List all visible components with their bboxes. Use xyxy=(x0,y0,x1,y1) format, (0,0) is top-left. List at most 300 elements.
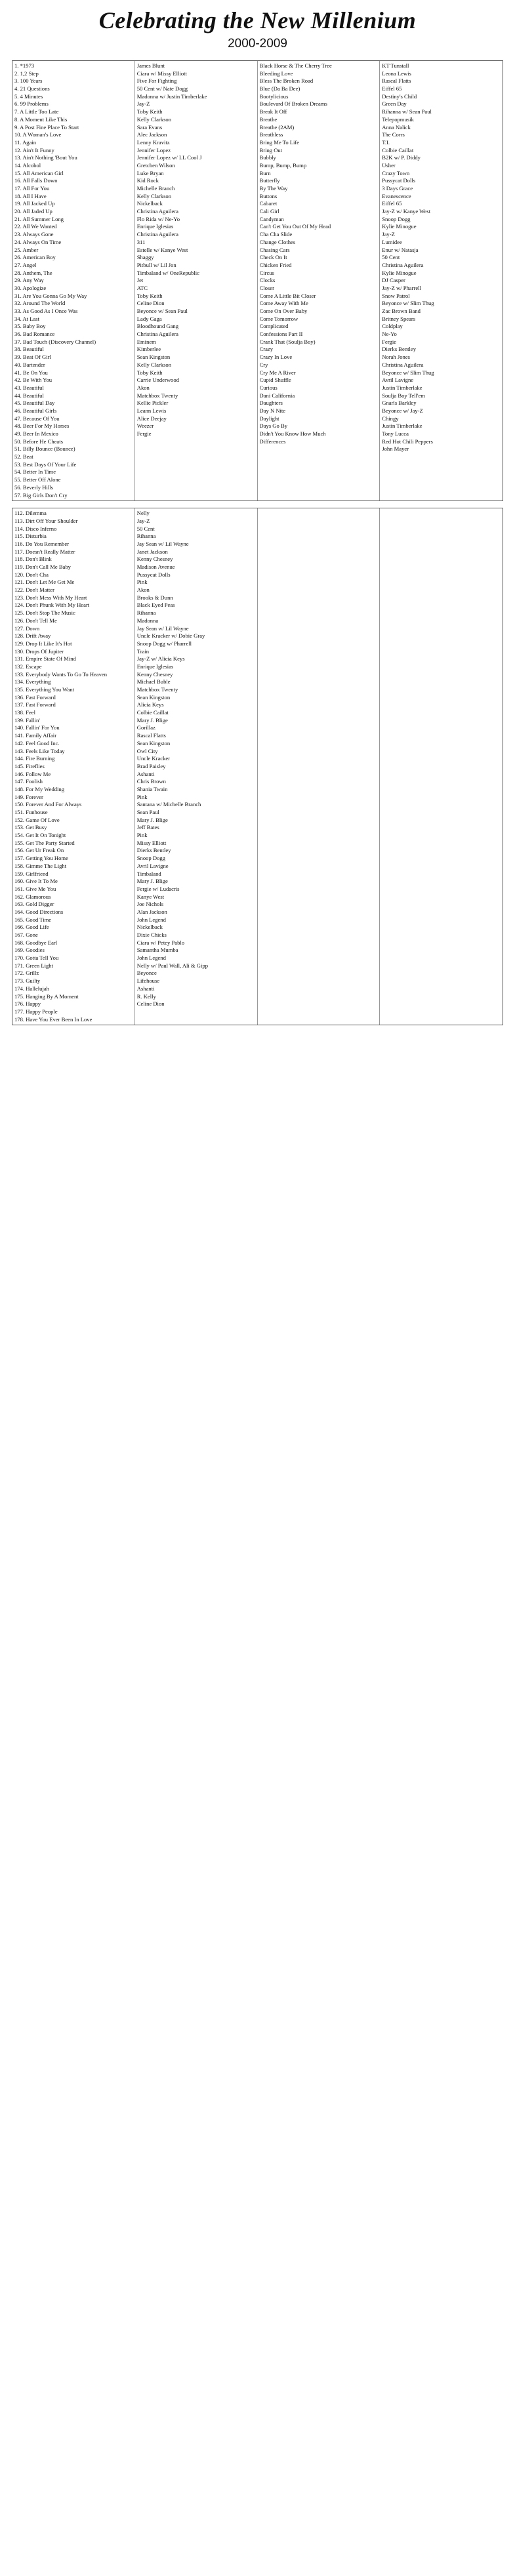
song-entry: 18. All I Have xyxy=(14,192,47,199)
song-entry: 43. Beautiful xyxy=(14,384,44,391)
song-entry: 142. Feel Good Inc. xyxy=(14,739,60,746)
song-entry: 52. Beat xyxy=(14,453,33,460)
song-entry: Jay Sean w/ Lil Wayne xyxy=(136,540,189,547)
song-entry: Kenny Chesney xyxy=(136,670,173,678)
title-block xyxy=(0,0,515,60)
song-entry: 31. Are You Gonna Go My Way xyxy=(14,292,87,299)
song-entry: Alan Jackson xyxy=(136,908,167,915)
song-entry: Avril Lavigne xyxy=(136,862,169,869)
song-entry: Red Hot Chili Peppers xyxy=(382,438,433,445)
song-entry: Enrique Iglesias xyxy=(136,663,174,670)
song-entry: Enur w/ Natasja xyxy=(382,246,419,253)
song-entry: 150. Forever And For Always xyxy=(14,801,82,808)
song-entry: 138. Feel xyxy=(14,709,35,716)
song-entry: DJ Casper xyxy=(382,277,405,284)
song-entry: 114. Disco Inferno xyxy=(14,525,57,532)
song-entry: Michelle Branch xyxy=(136,185,175,192)
song-entry: 131. Empire State Of Mind xyxy=(14,655,76,663)
song-entry: Soulja Boy Tell'em xyxy=(382,392,425,399)
song-entry: Sean Kingston xyxy=(136,739,171,746)
song-entry: Fergie xyxy=(136,430,152,437)
song-column xyxy=(12,508,135,1025)
song-entry: 172. Grillz xyxy=(14,970,39,977)
song-entry: 46. Beautiful Girls xyxy=(14,407,57,414)
song-entry: Bring Me To Life xyxy=(259,138,300,146)
song-entry: Kid Rock xyxy=(136,177,159,184)
song-entry: Cry xyxy=(259,361,268,368)
song-entry: Didn't You Know How Much xyxy=(259,430,326,437)
song-entry: 148. For My Wedding xyxy=(14,785,65,792)
song-entry: Jay-Z xyxy=(382,231,395,238)
song-entry: Norah Jones xyxy=(382,354,410,361)
song-entry: 126. Don't Tell Me xyxy=(14,617,57,624)
song-entry: Bleeding Love xyxy=(259,70,293,77)
song-entry: 113. Dirt Off Your Shoulder xyxy=(14,517,78,524)
song-section-row xyxy=(12,508,503,1025)
song-entry: 8. A Moment Like This xyxy=(14,115,68,123)
song-entry: 112. Dilemma xyxy=(14,510,47,517)
song-entry: Colbie Caillat xyxy=(136,709,169,716)
song-entry: Mary J. Blige xyxy=(136,816,168,823)
song-entry: Nickelback xyxy=(136,200,163,207)
song-entry: Pink xyxy=(136,793,148,800)
song-column xyxy=(12,61,135,501)
song-entry: 153. Get Busy xyxy=(14,824,47,831)
song-entry: Green Day xyxy=(382,100,407,108)
song-entry: Snoop Dogg xyxy=(136,855,165,862)
song-entry: Rihanna xyxy=(136,533,156,540)
song-entry: By The Way xyxy=(259,185,288,192)
song-entry: 170. Gotta Tell You xyxy=(14,954,59,962)
song-entry: Blue (Da Ba Dee) xyxy=(259,85,300,92)
song-entry: 161. Give Me You xyxy=(14,885,56,892)
song-entry: 175. Hanging By A Moment xyxy=(14,992,79,1000)
song-entry: 160. Give It To Me xyxy=(14,878,58,885)
song-entry: Boulevard Of Broken Dreams xyxy=(259,100,327,108)
song-entry: 177. Happy People xyxy=(14,1008,58,1015)
song-entry: 171. Green Light xyxy=(14,962,53,969)
song-entry: Come Away With Me xyxy=(259,300,308,307)
song-entry: Missy Elliott xyxy=(136,839,167,846)
song-entry: Alice Deejay xyxy=(136,415,167,422)
song-entry: Rihanna xyxy=(136,609,156,617)
song-entry: 157. Getting You Home xyxy=(14,855,68,862)
song-entry: 26. American Boy xyxy=(14,254,56,261)
song-entry: Kylie Minogue xyxy=(382,223,417,230)
song-entry: Jay-Z w/ Kanye West xyxy=(382,208,431,215)
song-entry: Five For Fighting xyxy=(136,77,177,85)
song-entry: Mary J. Blige xyxy=(136,878,168,885)
song-entry: 24. Always On Time xyxy=(14,238,62,245)
song-entry: Pink xyxy=(136,832,148,839)
song-entry: 5. 4 Minutes xyxy=(14,92,43,100)
song-entry: Kelly Clarkson xyxy=(136,115,172,123)
song-entry: Jay-Z w/ Pharrell xyxy=(382,284,421,291)
song-entry: Estelle w/ Kanye West xyxy=(136,246,188,253)
song-entry: Jay-Z xyxy=(136,100,150,108)
song-entry: Uncle Kracker xyxy=(136,755,171,762)
song-entry: 116. Do You Remember xyxy=(14,540,69,547)
song-entry: Sean Paul xyxy=(136,809,159,815)
song-entry: Eiffel 65 xyxy=(382,85,402,92)
song-entry: Madonna xyxy=(136,617,159,624)
song-entry: Bloodhound Gang xyxy=(136,323,179,330)
song-entry: 50 Cent xyxy=(382,254,400,261)
song-entry: Shaggy xyxy=(136,254,154,261)
song-entry: Timbaland xyxy=(136,870,161,877)
song-entry: Beyonce w/ Jay-Z xyxy=(382,407,423,414)
song-entry: Christina Aguilera xyxy=(136,331,178,338)
song-entry: Usher xyxy=(382,161,396,169)
song-entry: T.I. xyxy=(382,138,390,146)
song-entry: ATC xyxy=(136,284,148,291)
song-entry: Confessions Part II xyxy=(259,331,303,338)
song-entry: Rascal Flatts xyxy=(382,77,411,85)
song-entry: Buttons xyxy=(259,192,278,199)
song-entry: 30. Apologize xyxy=(14,284,47,291)
song-entry: Rihanna w/ Sean Paul xyxy=(382,108,432,115)
song-entry: 169. Goodies xyxy=(14,947,45,954)
song-section xyxy=(12,508,503,1025)
song-entry: Dierks Bentley xyxy=(382,346,417,353)
song-entry: Celine Dion xyxy=(136,1000,165,1008)
song-entry: 149. Forever xyxy=(14,793,43,800)
song-entry: 134. Everything xyxy=(14,678,51,685)
song-entry: 137. Fast Forward xyxy=(14,701,56,708)
song-entry: Ashanti xyxy=(136,770,155,777)
song-entry: Toby Keith xyxy=(136,292,163,299)
page-title: Celebrating the New Millenium xyxy=(98,7,417,33)
song-entry: 117. Doesn't Really Matter xyxy=(14,548,75,555)
song-entry: 1. *1973 xyxy=(14,62,35,69)
song-entry: Black Eyed Peas xyxy=(136,602,175,609)
song-entry: Candyman xyxy=(259,215,284,222)
song-entry: Nelly xyxy=(136,510,150,517)
song-entry: Day N Nite xyxy=(259,407,286,414)
song-entry: 136. Fast Forward xyxy=(14,693,56,701)
song-entry: Come A Little Bit Closer xyxy=(259,292,316,299)
song-entry: Alec Jackson xyxy=(136,131,167,138)
song-entry: Can't Get You Out Of My Head xyxy=(259,223,331,230)
song-entry: 42. Be With You xyxy=(14,377,52,384)
song-entry: Butterfly xyxy=(259,177,280,184)
song-entry: Ciara w/ Missy Elliott xyxy=(136,70,187,77)
song-entry: 44. Beautiful xyxy=(14,392,44,399)
song-entry: Ciara w/ Petey Pablo xyxy=(136,939,185,946)
song-entry: Chasing Cars xyxy=(259,246,290,253)
song-entry: Nelly w/ Paul Wall, Ali & Gipp xyxy=(136,962,208,969)
song-entry: Fergie w/ Ludacris xyxy=(136,885,180,892)
song-entry: The Corrs xyxy=(382,131,405,138)
song-entry: Ashanti xyxy=(136,985,155,992)
song-entry: Christina Aguilera xyxy=(136,208,178,215)
song-entry: Lenny Kravitz xyxy=(136,138,170,146)
song-entry: 141. Family Affair xyxy=(14,732,57,739)
song-entry: Kelly Clarkson xyxy=(136,192,172,199)
song-entry: James Blunt xyxy=(136,62,165,69)
song-entry: 118. Don't Blink xyxy=(14,556,52,563)
song-entry: Break It Off xyxy=(259,108,287,115)
song-entry: Gretchen Wilson xyxy=(136,161,175,169)
song-entry: Breathe xyxy=(259,115,278,123)
song-entry: Pussycat Dolls xyxy=(382,177,416,184)
song-entry: 159. Girlfriend xyxy=(14,870,49,877)
song-entry: 45. Beautiful Day xyxy=(14,399,55,407)
song-entry: Jennifer Lopez w/ LL Cool J xyxy=(136,154,202,161)
song-entry: Snoop Dogg w/ Pharrell xyxy=(136,640,192,647)
song-entry: 3. 100 Years xyxy=(14,77,43,85)
song-entry: 167. Gone xyxy=(14,931,38,938)
song-entry: 125. Don't Stop The Music xyxy=(14,609,75,617)
song-entry: Breathe (2AM) xyxy=(259,123,295,131)
song-entry: Nickelback xyxy=(136,924,163,931)
song-entry: Madison Avenue xyxy=(136,563,175,570)
song-entry: Crazy In Love xyxy=(259,354,293,361)
page-subtitle: 2000-2009 xyxy=(228,37,287,51)
song-entry: Jet xyxy=(136,277,144,284)
song-entry: 140. Fallin' For You xyxy=(14,724,60,731)
song-entry: Mary J. Blige xyxy=(136,716,168,724)
song-entry: 48. Beer For My Horses xyxy=(14,422,70,430)
song-entry: 49. Beer In Mexico xyxy=(14,430,58,437)
song-entry: Pitbull w/ Lil Jon xyxy=(136,261,176,268)
song-entry: 176. Happy xyxy=(14,1000,41,1008)
song-entry: 130. Drops Of Jupiter xyxy=(14,647,64,655)
song-entry: Luke Bryan xyxy=(136,169,164,176)
song-entry: 50. Before He Cheats xyxy=(14,438,63,445)
song-entry: 173. Guilty xyxy=(14,977,41,985)
song-entry: 144. Fire Burning xyxy=(14,755,55,762)
song-entry: 14. Alcohol xyxy=(14,161,41,169)
song-entry: 28. Anthem, The xyxy=(14,269,52,276)
song-entry: Jennifer Lopez xyxy=(136,146,171,153)
song-entry: 147. Foolish xyxy=(14,778,43,785)
song-entry: Shania Twain xyxy=(136,785,168,792)
song-entry: 10. A Woman's Love xyxy=(14,131,62,138)
song-entry: 12. Ain't It Funny xyxy=(14,146,54,153)
song-entry: 54. Better In Time xyxy=(14,468,56,476)
song-entry: 20. All Jaded Up xyxy=(14,208,52,215)
song-entry: Check On It xyxy=(259,254,287,261)
song-entry: Cupid Shuffle xyxy=(259,377,291,384)
song-entry: Complicated xyxy=(259,323,289,330)
song-entry: John Mayer xyxy=(382,445,409,453)
song-entry: 9. A Post Fine Place To Start xyxy=(14,123,79,131)
song-entry: Kelly Clarkson xyxy=(136,361,172,368)
song-entry: Alicia Keys xyxy=(136,701,164,708)
song-entry: Bring Out xyxy=(259,146,283,153)
song-entry: Enrique Iglesias xyxy=(136,223,174,230)
song-entry: Crazy Town xyxy=(382,169,410,176)
song-entry: 152. Game Of Love xyxy=(14,816,60,823)
song-entry: Jay Sean w/ Lil Wayne xyxy=(136,624,189,632)
song-entry: 123. Don't Mess With My Heart xyxy=(14,594,87,601)
song-entry: 53. Best Days Of Your Life xyxy=(14,460,77,468)
song-entry: Fergie xyxy=(382,338,397,345)
song-entry: 7. A Little Too Late xyxy=(14,108,59,115)
song-entry: Closer xyxy=(259,284,274,291)
song-entry: Chingy xyxy=(382,415,399,422)
song-entry: Bless The Broken Road xyxy=(259,77,314,85)
song-entry: Chicken Fried xyxy=(259,261,292,268)
song-entry: Akon xyxy=(136,586,150,594)
song-entry: Zac Brown Band xyxy=(382,308,421,314)
song-entry: Snoop Dogg xyxy=(382,215,411,222)
song-entry: 40. Bartender xyxy=(14,361,45,368)
song-entry: Christina Aguilera xyxy=(136,231,178,238)
song-column xyxy=(258,61,381,501)
song-entry: Eminem xyxy=(136,338,156,345)
song-entry: Telepopmusik xyxy=(382,115,414,123)
song-entry: Dierks Bentley xyxy=(136,847,171,854)
song-entry: Lumidee xyxy=(382,238,402,245)
song-entry: 132. Escape xyxy=(14,663,42,670)
song-entry: Justin Timberlake xyxy=(382,422,422,430)
song-entry: Akon xyxy=(136,384,150,391)
song-entry: 16. All Falls Down xyxy=(14,177,58,184)
song-entry: Christina Aguilera xyxy=(382,261,424,268)
song-entry: Matchbox Twenty xyxy=(136,392,178,399)
song-entry: Daughters xyxy=(259,399,283,407)
song-entry: Leona Lewis xyxy=(382,70,411,77)
song-entry: 22. All We Wanted xyxy=(14,223,57,230)
song-entry: 21. All Summer Long xyxy=(14,215,64,222)
song-entry: 13. Ain't Nothing 'Bout You xyxy=(14,154,77,161)
song-entry: KT Tunstall xyxy=(382,62,409,69)
song-entry: Lady Gaga xyxy=(136,315,162,322)
song-entry: 34. At Last xyxy=(14,315,39,322)
song-entry: Kellie Pickler xyxy=(136,399,169,407)
song-entry: 55. Better Off Alone xyxy=(14,476,61,483)
song-entry: 56. Beverly Hills xyxy=(14,483,53,491)
song-entry: Chris Brown xyxy=(136,778,166,785)
song-entry: 37. Bad Touch (Discovery Channel) xyxy=(14,338,96,345)
song-entry: 124. Don't Phunk With My Heart xyxy=(14,602,90,609)
song-entry: 311 xyxy=(136,238,146,245)
song-entry: Celine Dion xyxy=(136,300,165,307)
song-entry: 129. Drop It Like It's Hot xyxy=(14,640,72,647)
song-section-row xyxy=(12,61,503,501)
song-column xyxy=(380,61,503,501)
song-entry: 146. Follow Me xyxy=(14,770,51,777)
song-entry: 50 Cent w/ Nate Dogg xyxy=(136,85,188,92)
song-entry: 154. Get It On Tonight xyxy=(14,832,66,839)
song-entry: Jay-Z w/ Alicia Keys xyxy=(136,655,185,663)
song-entry: 162. Glamorous xyxy=(14,893,51,900)
song-entry: 115. Disturbia xyxy=(14,533,47,540)
song-entry: Flo Rida w/ Ne-Yo xyxy=(136,215,180,222)
song-entry: 33. As Good As I Once Was xyxy=(14,308,78,314)
song-entry: John Legend xyxy=(136,954,166,962)
song-column xyxy=(380,508,503,1025)
song-entry: Change Clothes xyxy=(259,238,296,245)
song-entry: 2. 1,2 Step xyxy=(14,70,39,77)
song-entry: 156. Get Ur Freak On xyxy=(14,847,64,854)
song-entry: 168. Goodbye Earl xyxy=(14,939,58,946)
song-entry: 39. Beat Of Girl xyxy=(14,354,51,361)
song-entry: Bump, Bump, Bump xyxy=(259,161,307,169)
song-entry: Beyonce w/ Slim Thug xyxy=(382,300,434,307)
song-entry: 51. Billy Bounce (Bounce) xyxy=(14,445,75,453)
song-entry: 35. Baby Boy xyxy=(14,323,46,330)
song-entry: Dani California xyxy=(259,392,295,399)
song-entry: 174. Hallelujah xyxy=(14,985,49,992)
song-column xyxy=(135,508,258,1025)
song-entry: 47. Because Of You xyxy=(14,415,60,422)
song-entry: 29. Any Way xyxy=(14,277,44,284)
song-entry: Brad Paisley xyxy=(136,762,166,769)
song-entry: Sean Kingston xyxy=(136,354,171,361)
song-entry: Kenny Chesney xyxy=(136,556,173,563)
song-entry: 50 Cent xyxy=(136,525,155,532)
song-list xyxy=(0,60,515,1025)
song-entry: Circus xyxy=(259,269,274,276)
song-entry: Christina Aguilera xyxy=(382,361,424,368)
song-entry: Rascal Flatts xyxy=(136,732,166,739)
song-entry: Toby Keith xyxy=(136,369,163,376)
song-entry: Cha Cha Slide xyxy=(259,231,293,238)
song-entry: Lifehouse xyxy=(136,977,160,985)
song-entry: Justin Timberlake xyxy=(382,384,422,391)
song-entry: Come Tomorrow xyxy=(259,315,299,322)
song-column xyxy=(258,508,381,1025)
song-column xyxy=(135,61,258,501)
song-entry: Pussycat Dolls xyxy=(136,571,171,578)
song-entry: 178. Have You Ever Been In Love xyxy=(14,1015,93,1023)
song-entry: Avril Lavigne xyxy=(382,377,414,384)
song-entry: 164. Good Directions xyxy=(14,908,64,915)
song-entry: Beyonce w/ Sean Paul xyxy=(136,308,188,314)
song-entry: Toby Keith xyxy=(136,108,163,115)
song-entry: Beyonce w/ Slim Thug xyxy=(382,369,434,376)
song-entry: 139. Fallin' xyxy=(14,716,40,724)
song-entry: Uncle Kracker w/ Dobie Gray xyxy=(136,632,205,640)
song-entry: Days Go By xyxy=(259,422,287,430)
song-entry: Carrie Underwood xyxy=(136,377,179,384)
song-entry: 120. Don't Cha xyxy=(14,571,49,578)
song-entry: 166. Good Life xyxy=(14,924,49,931)
song-entry: Santana w/ Michelle Branch xyxy=(136,801,201,808)
song-entry: Colbie Caillat xyxy=(382,146,414,153)
song-entry: Kylie Minogue xyxy=(382,269,417,276)
song-entry: Brooks & Dunn xyxy=(136,594,173,601)
song-entry: Eiffel 65 xyxy=(382,200,402,207)
song-entry: Destiny's Child xyxy=(382,92,417,100)
song-entry: 23. Always Gone xyxy=(14,231,54,238)
song-entry: Sean Kingston xyxy=(136,693,171,701)
song-entry: 17. All For You xyxy=(14,185,50,192)
song-entry: Britney Spears xyxy=(382,315,416,322)
song-entry: Ne-Yo xyxy=(382,331,397,338)
song-entry: Jeff Bates xyxy=(136,824,159,831)
song-entry: 32. Around The World xyxy=(14,300,66,307)
song-entry: 163. Gold Digger xyxy=(14,901,54,908)
song-entry: Sara Evans xyxy=(136,123,163,131)
song-entry: Jay-Z xyxy=(136,517,150,524)
song-entry: Crank That (Soulja Boy) xyxy=(259,338,316,345)
song-entry: 4. 21 Questions xyxy=(14,85,50,92)
song-entry: Clocks xyxy=(259,277,276,284)
song-entry: Joe Nichols xyxy=(136,901,164,908)
song-entry: Madonna w/ Justin Timberlake xyxy=(136,92,207,100)
song-entry: 122. Don't Matter xyxy=(14,586,54,594)
song-entry: Beyonce xyxy=(136,970,157,977)
song-entry: Differences xyxy=(259,438,286,445)
song-entry: Kimberlee xyxy=(136,346,161,353)
song-entry: 127. Down xyxy=(14,624,40,632)
song-entry: 11. Again xyxy=(14,138,37,146)
song-entry: Samantha Mumba xyxy=(136,947,178,954)
